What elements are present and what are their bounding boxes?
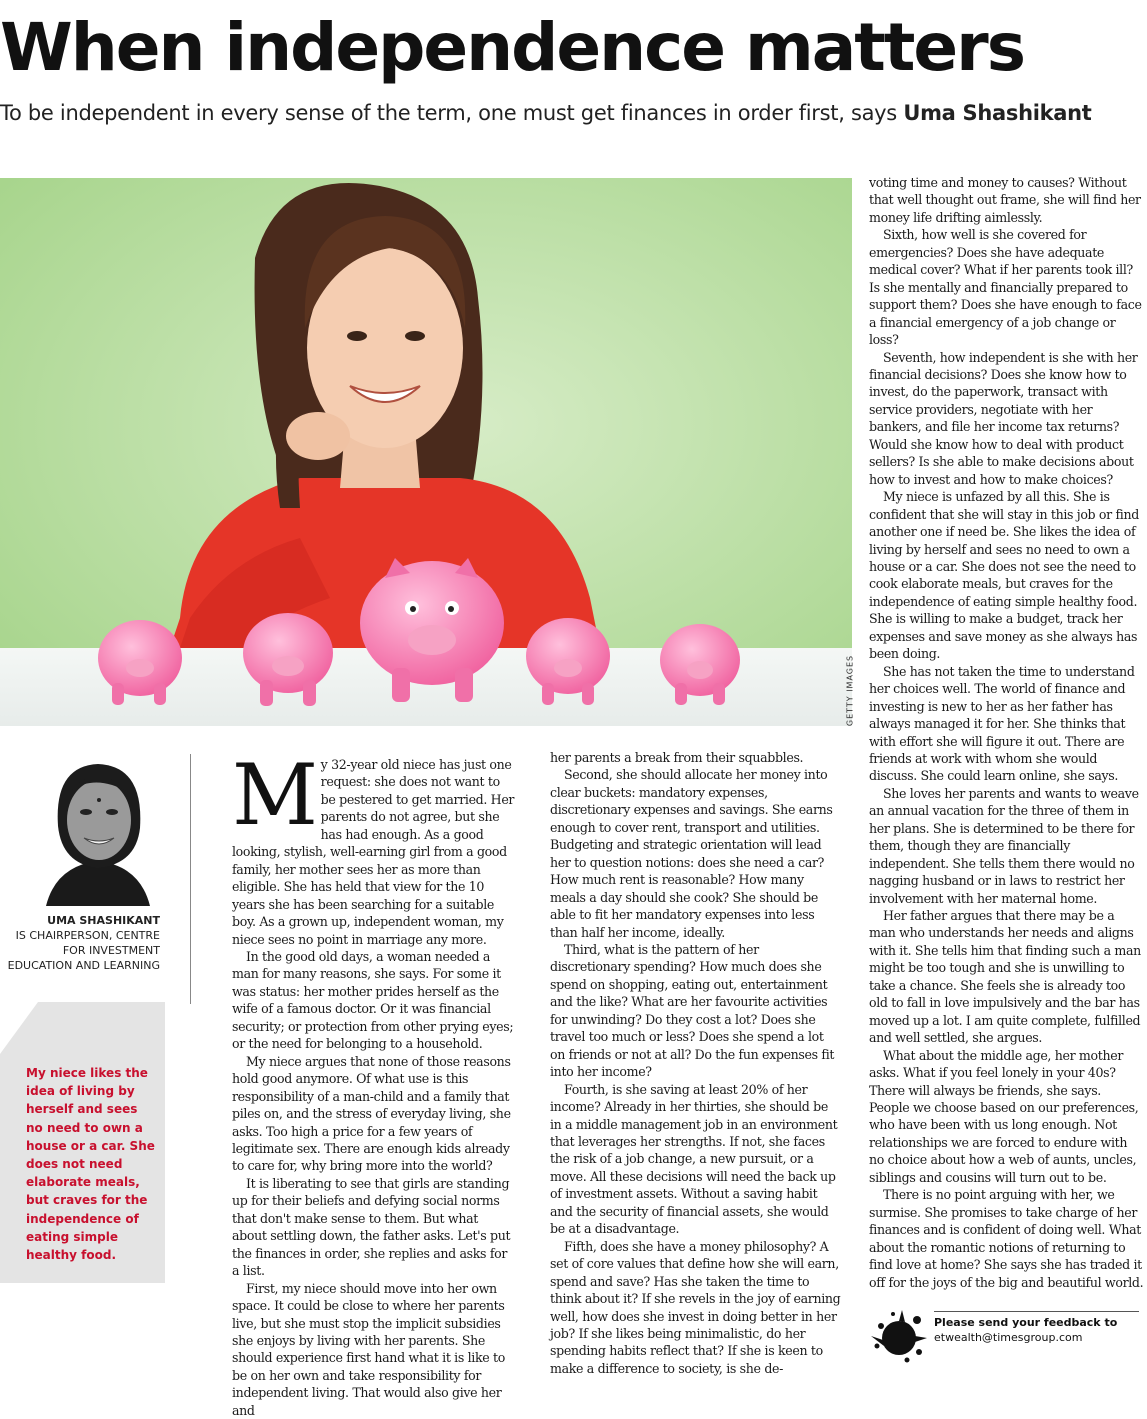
body-paragraph: There is no point arguing with her, we surmise. She promises to take charge of her finances and is confident of doing well. What about the romantic notions of returning to find love at home? She says she has traded it off for the joys of the big and beautiful world.	[869, 1187, 1144, 1290]
paragraph-text: y 32-year old niece has just one request: she does not want to be pestered to get married. Her parents do not agree, but she has had enough. As a good looking, stylish, well-earning girl from a good family, her mother sees her as more than eligible. She has held that view for the 10 years she has been searching for a suitable boy. As a grown up, independent woman, my niece sees no point in marriage any more.	[232, 757, 515, 947]
body-paragraph: her parents a break from their squabbles.	[550, 750, 804, 765]
column-rule	[190, 754, 191, 1004]
body-paragraph: She has not taken the time to understand her choices well. The world of finance and investing is new to her as her father has always managed it for her. She thinks that with effort she will figure it out. There are friends at work with whom she would discuss. She could learn online, she says.	[869, 663, 1135, 784]
deck-text: To be independent in every sense of the term, one must get finances in order first, says	[0, 101, 904, 125]
body-column-1	[232, 746, 516, 1419]
body-paragraph: voting time and money to causes? Without that well thought out frame, she will find her money life drifting aimlessly.	[869, 175, 1141, 225]
photo-credit	[843, 656, 857, 736]
body-paragraph: Her father argues that there may be a man who understands her needs and aligns with it. She tells him that finding such a man might be too tough and she is unwilling to take a chance. She feels she is already too old to fall in love impulsively and the bar has moved up a lot. I am quite complete, fulfilled and well settled, she argues.	[869, 908, 1141, 1046]
pull-quote: My niece likes the idea of living by herself and sees no need to own a house or a car. She does not need elaborate meals, but craves for the independence of eating simple healthy food.	[26, 1066, 155, 1263]
pull-quote-corner	[0, 1002, 38, 1054]
feedback-email[interactable]: etwealth@timesgroup.com	[934, 1331, 1083, 1344]
body-paragraph: My niece argues that none of those reasons hold good anymore. Of what use is this responsibility of a man-child and a family that piles on, and the stress of everyday living, she asks. Too high a price for a few years of legitimate sex. There are enough kids already to care for, why bring more into the world?	[232, 1053, 511, 1174]
body-paragraph: Fifth, does she have a money philosophy? A set of core values that define how she will earn, spend and save? Has she taken the time to think about it? If she revels in the joy of earning well, how does she invest in doing better in her job? If she likes being minimalistic, do her spending habits reflect that? If she is keen to make a difference to society, is she de-	[550, 1238, 841, 1376]
body-paragraph: Fourth, is she saving at least 20% of her income? Already in her thirties, she should be in a middle management job in an environment that leverages her strengths. If not, she faces the risk of a job change, a new pursuit, or a move. All these decisions will need the back up of investment assets. Without a saving habit and the security of financial assets, she would be at a disadvantage.	[550, 1081, 838, 1237]
pull-quote-box	[0, 1002, 165, 1283]
drop-cap: M	[232, 746, 318, 844]
author-portrait-illustration	[36, 756, 160, 906]
author-bio	[0, 913, 160, 973]
body-paragraph: Third, what is the pattern of her discretionary spending? How much does she spend on shopping, eating out, entertainment and the like? What are her favourite activities for unwinding? Do they cost a lot? Does she travel too much or less? Does she spend a lot on friends or not at all? Do the fun expenses fit into her income?	[550, 941, 835, 1080]
body-column-2	[550, 749, 841, 1377]
author-role-line-1: IS CHAIRPERSON, CENTRE	[15, 929, 160, 942]
ink-splat-icon	[869, 1306, 929, 1366]
body-paragraph: First, my niece should move into her own space. It could be close to where her parents live, but she must stop the implicit subsidies she enjoys by living with her parents. She should experience first hand what it is like to be on her own and take responsibility for independent living. That would also give her and	[232, 1280, 505, 1418]
woman-with-piggy-banks-illustration	[0, 178, 852, 726]
feedback-label: Please send your feedback to	[934, 1316, 1118, 1329]
body-paragraph: Seventh, how independent is she with her financial decisions? Does she know how to invest, do the paperwork, transact with service providers, negotiate with her bankers, and file her income tax returns? Would she know how to deal with product sellers? Is she able to make decisions about how to invest and how to make choices?	[869, 349, 1138, 487]
body-paragraph	[232, 746, 516, 948]
body-paragraph: It is liberating to see that girls are standing up for their beliefs and defying social norms that don't make sense to them. But what about settling down, the father asks. Let's put the finances in order, she replies and asks for a list.	[232, 1175, 511, 1279]
body-column-3	[869, 174, 1144, 1291]
deck	[0, 98, 1147, 128]
author-role-line-2: FOR INVESTMENT	[62, 944, 160, 957]
author-role-line-3: EDUCATION AND LEARNING	[7, 959, 160, 972]
body-paragraph: My niece is unfazed by all this. She is confident that she will stay in this job or find another one if need be. She likes the idea of living by herself and sees no need to own a house or a car. She does not see the need to cook elaborate meals, but craves for the independence of eating simple healthy food. She is willing to make a budget, track her expenses and save money as she always has been doing.	[869, 489, 1139, 662]
body-paragraph: Second, she should allocate her money into clear buckets: mandatory expenses, discretionary expenses and savings. She earns enough to cover rent, transport and utilities. Budgeting and strategic orientation will lead her to question notions: does she need a car? How much rent is reasonable? How many meals a day should she cook? She should be able to fit her mandatory expenses into less than half her income, ideally.	[550, 767, 833, 940]
photo-credit-text: GETTY IMAGES	[845, 654, 855, 727]
body-paragraph: She loves her parents and wants to weave an annual vacation for the three of them in her plans. She is determined to be there for them, though they are financially independent. She tells them there would no nagging husband or in laws to restrict her involvement with her maternal home.	[869, 785, 1139, 906]
hero-photo	[0, 178, 852, 726]
deck-author: Uma Shashikant	[903, 101, 1092, 125]
feedback-note	[934, 1311, 1139, 1345]
author-name: UMA SHASHIKANT	[47, 914, 160, 927]
body-paragraph: Sixth, how well is she covered for emergencies? Does she have adequate medical cover? What if her parents took ill? Is she mentally and financially prepared to support them? Does she have enough to face a financial emergency of a job change or loss?	[869, 227, 1142, 348]
author-portrait	[36, 756, 160, 906]
headline: When independence matters	[0, 9, 1024, 86]
body-paragraph: What about the middle age, her mother asks. What if you feel lonely in your 40s? There will always be friends, she says. People we choose based on our preferences, who have been with us long enough. Not relationships we are forced to endure with no choice about how a web of aunts, uncles, siblings and cousins will turn out to be.	[869, 1047, 1139, 1185]
body-paragraph: In the good old days, a woman needed a man for many reasons, she says. For some it was status: her mother prides herself as the wife of a famous doctor. Or it was financial security; or protection from other prying eyes; or the need for belonging to a household.	[232, 948, 514, 1052]
